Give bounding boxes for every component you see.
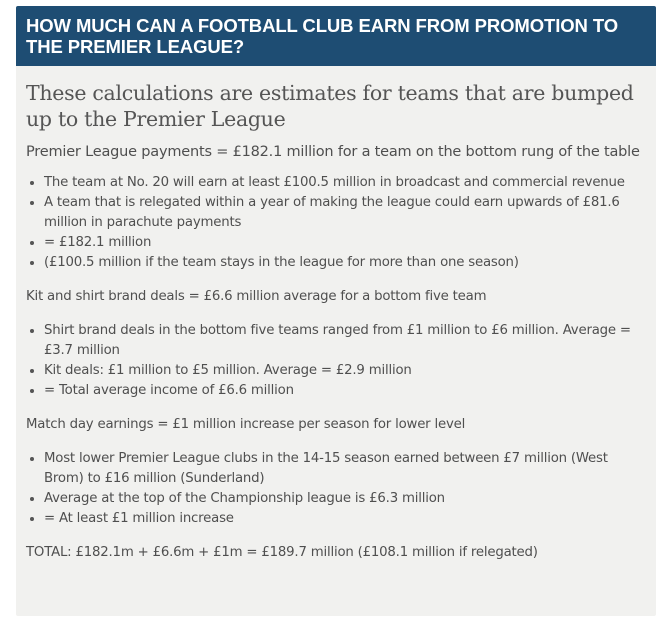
pl-payments-summary: Premier League payments = £182.1 million for a team on the bottom rung of the table: [26, 144, 640, 160]
card-body: [16, 66, 656, 563]
list-item: • (£100.5 million if the team stays in the league for more than one season): [44, 253, 646, 273]
list-item: • Kit deals: £1 million to £5 million. Average = £2.9 million: [44, 361, 646, 381]
intro-text: These calculations are estimates for teams that are bumped up to the Premier League: [26, 81, 634, 131]
list-item: • Average at the top of the Championship league is £6.3 million: [44, 489, 646, 509]
list-item: • The team at No. 20 will earn at least £100.5 million in broadcast and commercial revenue: [44, 173, 646, 193]
match-day-list: [26, 449, 646, 529]
list-item: • Most lower Premier League clubs in the 14-15 season earned between £7 million (West Brom) to £16 million (Sunderland): [44, 449, 646, 489]
list-item: • Shirt brand deals in the bottom five teams ranged from £1 million to £6 million. Average = £3.7 million: [44, 321, 646, 361]
list-item: • = At least £1 million increase: [44, 509, 646, 529]
info-card: [16, 6, 656, 616]
kit-deals-summary: Kit and shirt brand deals = £6.6 million average for a bottom five team: [26, 289, 487, 304]
match-day-summary: Match day earnings = £1 million increase per season for lower level: [26, 417, 466, 432]
card-header: HOW MUCH CAN A FOOTBALL CLUB EARN FROM PROMOTION TO THE PREMIER LEAGUE?: [16, 6, 656, 66]
list-item: • = £182.1 million: [44, 233, 646, 253]
kit-deals-list: [26, 321, 646, 401]
total-line: TOTAL: £182.1m + £6.6m + £1m = £189.7 million (£108.1 million if relegated): [26, 545, 538, 560]
list-item: • A team that is relegated within a year of making the league could earn upwards of £81.6 million in parachute payments: [44, 193, 646, 233]
pl-payments-list: [26, 173, 646, 273]
list-item: • = Total average income of £6.6 million: [44, 381, 646, 401]
